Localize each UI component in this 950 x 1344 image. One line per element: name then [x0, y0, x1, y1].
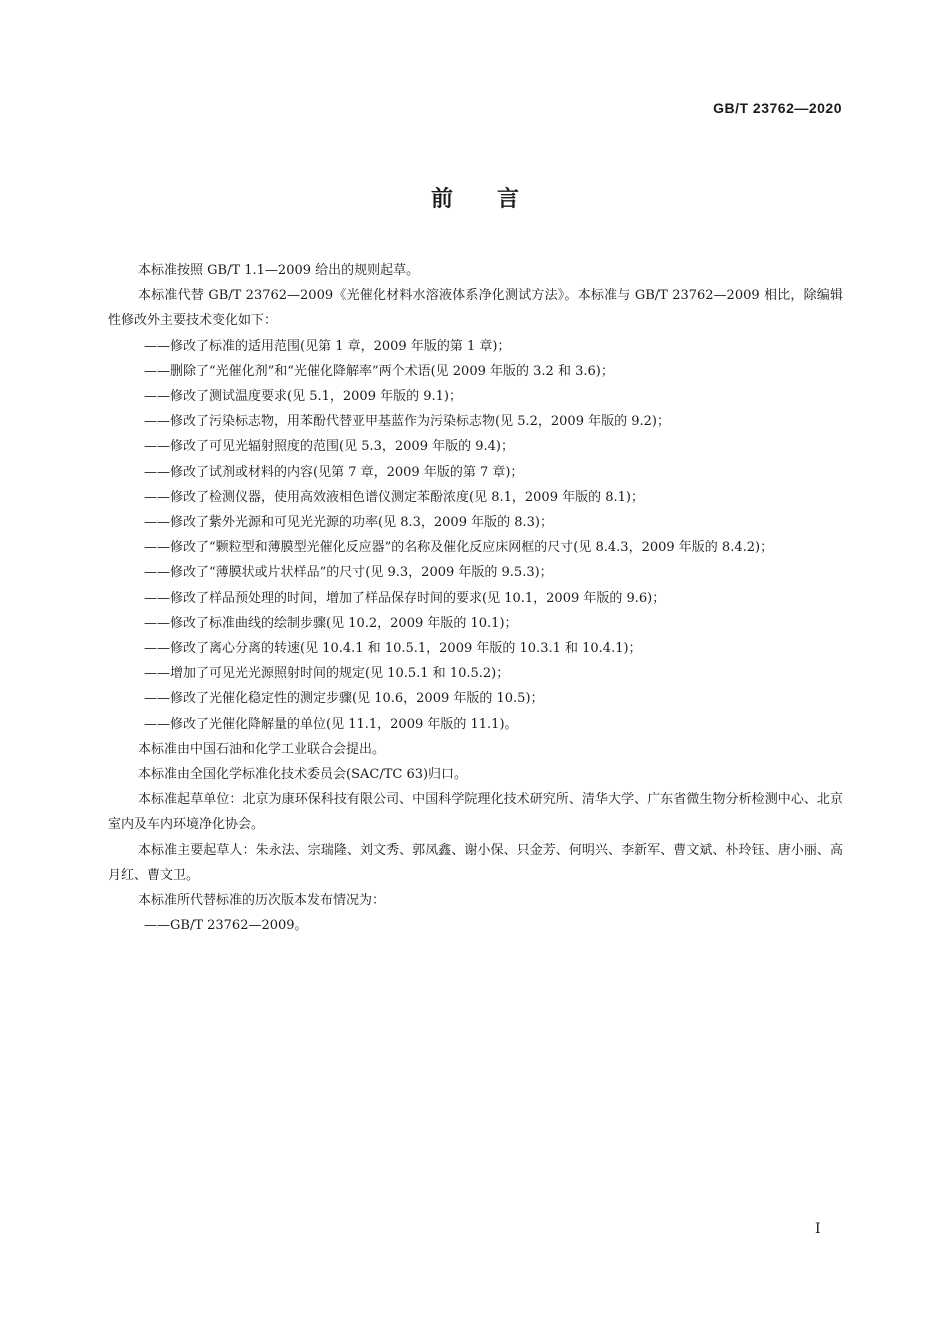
paragraph-replacement: 本标准代替 GB/T 23762—2009《光催化材料水溶液体系净化测试方法》。本标准与 GB/T 23762—2009 相比，除编辑性修改外主要技术变化如下：: [108, 288, 843, 329]
list-item: ——修改了试剂或材料的内容(见第 7 章，2009 年版的第 7 章)；: [144, 464, 524, 480]
list-item: ——修改了标准的适用范围(见第 1 章，2009 年版的第 1 章)；: [144, 338, 511, 354]
list-item: ——修改了光催化降解量的单位(见 11.1，2009 年版的 11.1)。: [144, 716, 518, 732]
list-item: ——修改了“颗粒型和薄膜型光催化反应器”的名称及催化反应床网框的尺寸(见 8.4.3，2009 年版的 8.4.2)；: [144, 540, 774, 556]
list-item: ——GB/T 23762—2009。: [144, 918, 308, 934]
list-item: ——修改了离心分离的转速(见 10.4.1 和 10.5.1，2009 年版的 10.3.1 和 10.4.1)；: [144, 641, 642, 657]
list-item: ——修改了紫外光源和可见光光源的功率(见 8.3，2009 年版的 8.3)；: [144, 515, 553, 531]
paragraph-proposer: 本标准由中国石油和化学工业联合会提出。: [138, 741, 386, 757]
list-item: ——修改了检测仪器，使用高效液相色谱仪测定苯酚浓度(见 8.1，2009 年版的 8.1)；: [144, 489, 644, 505]
paragraph-technical-committee: 本标准由全国化学标准化技术委员会(SAC/TC 63)归口。: [138, 767, 468, 783]
list-item: ——修改了污染标志物，用苯酚代替亚甲基蓝作为污染标志物(见 5.2，2009 年版的 9.2)；: [144, 414, 670, 430]
list-item: ——修改了样品预处理的时间，增加了样品保存时间的要求(见 10.1，2009 年版的 9.6)；: [144, 590, 666, 606]
page-number: I: [815, 1221, 821, 1237]
list-item: ——修改了标准曲线的绘制步骤(见 10.2，2009 年版的 10.1)；: [144, 615, 518, 631]
history-list: [108, 913, 843, 938]
list-item: ——修改了测试温度要求(见 5.1，2009 年版的 9.1)；: [144, 389, 462, 405]
paragraph-drafting-units: 本标准起草单位：北京为康环保科技有限公司、中国科学院理化技术研究所、清华大学、广东省微生物分析检测中心、北京室内及车内环境净化协会。: [108, 792, 843, 833]
list-item: ——增加了可见光光源照射时间的规定(见 10.5.1 和 10.5.2)；: [144, 666, 510, 682]
paragraph-drafting-rules: 本标准按照 GB/T 1.1—2009 给出的规则起草。: [138, 263, 420, 278]
foreword-body: [108, 258, 843, 938]
paragraph-history-intro: 本标准所代替标准的历次版本发布情况为：: [138, 893, 386, 909]
changes-list: [108, 334, 843, 737]
list-item: ——修改了可见光辐射照度的范围(见 5.3，2009 年版的 9.4)；: [144, 439, 514, 455]
paragraph-drafters: 本标准主要起草人：朱永法、宗瑞隆、刘文秀、郭凤鑫、谢小保、只金芳、何明兴、李新军、曹文斌、朴玲钰、唐小丽、高月红、曹文卫。: [108, 842, 843, 883]
list-item: ——修改了光催化稳定性的测定步骤(见 10.6，2009 年版的 10.5)；: [144, 691, 544, 707]
standard-number: GB/T 23762—2020: [713, 100, 842, 116]
page-title: 前言: [430, 187, 563, 212]
list-item: ——删除了“光催化剂”和“光催化降解率”两个术语(见 2009 年版的 3.2 和 3.6)；: [144, 363, 614, 379]
list-item: ——修改了“薄膜状或片状样品”的尺寸(见 9.3，2009 年版的 9.5.3)；: [144, 565, 553, 581]
